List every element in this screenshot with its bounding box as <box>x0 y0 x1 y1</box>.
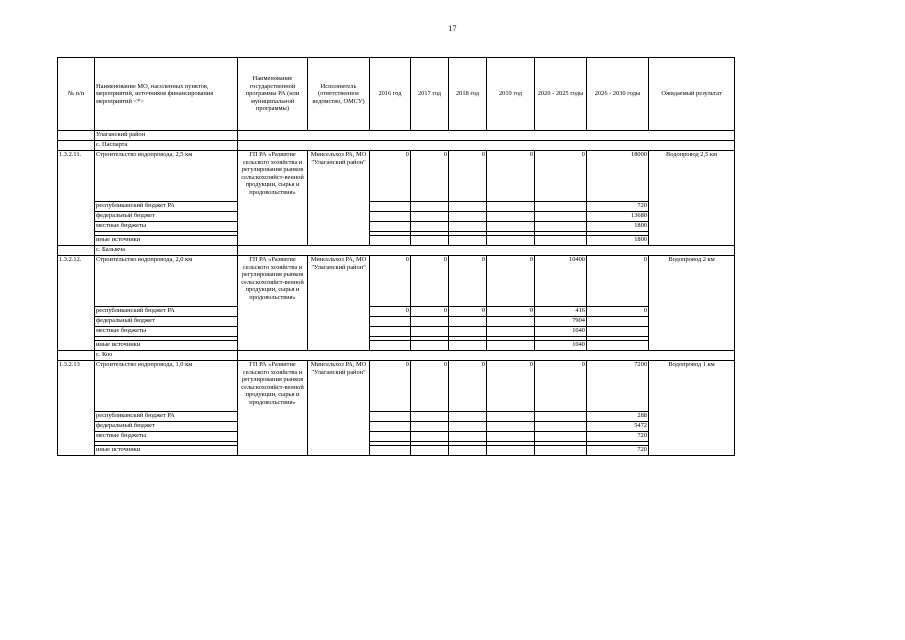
district-row <box>58 131 735 141</box>
item-number: 1.3.2.13 <box>58 361 95 456</box>
funding-value <box>411 327 449 337</box>
funding-row <box>58 341 735 351</box>
header-executor: Исполнитель (ответственное ведомство, ОМСУ) <box>308 58 370 131</box>
item-row <box>58 151 735 202</box>
funding-source: федеральный бюджет <box>95 212 238 222</box>
village-row <box>58 246 735 256</box>
funding-value <box>449 202 487 212</box>
funding-value <box>411 236 449 246</box>
funding-value <box>449 341 487 351</box>
funding-value: 13680 <box>587 212 649 222</box>
funding-row <box>58 236 735 246</box>
value-cell: 0 <box>449 151 487 202</box>
funding-value: 0 <box>411 307 449 317</box>
funding-value <box>487 432 535 442</box>
funding-row <box>58 422 735 432</box>
expected-result: Водопровод 2 км <box>649 256 735 351</box>
funding-value: 720 <box>587 202 649 212</box>
funding-source: республиканский бюджет РА <box>95 307 238 317</box>
funding-value <box>411 317 449 327</box>
expected-result: Водопровод 2,5 км <box>649 151 735 246</box>
funding-value <box>411 432 449 442</box>
page-number: 17 <box>448 24 457 33</box>
funding-value <box>449 317 487 327</box>
funding-source: республиканский бюджет РА <box>95 202 238 212</box>
funding-value <box>535 412 587 422</box>
item-name: Строительство водопровода, 1,0 км <box>95 361 238 412</box>
value-cell: 0 <box>535 361 587 412</box>
header-2026-2030: 2026 - 2030 годы <box>587 58 649 131</box>
funding-value <box>487 446 535 456</box>
funding-value <box>487 412 535 422</box>
village-name: с. Коо <box>95 351 238 361</box>
funding-source: иные источники <box>95 341 238 351</box>
header-2020-2025: 2020 - 2025 годы <box>535 58 587 131</box>
header-program: Наименование государственной программы РА (или муниципальной программы) <box>238 58 308 131</box>
value-cell: 0 <box>411 361 449 412</box>
funding-source: федеральный бюджет <box>95 317 238 327</box>
funding-value <box>370 212 411 222</box>
funding-value <box>370 432 411 442</box>
value-cell: 0 <box>487 151 535 202</box>
district-name: Улаганский район <box>95 131 238 141</box>
value-cell: 0 <box>449 256 487 307</box>
value-cell: 0 <box>449 361 487 412</box>
village-name: с. Балыкча <box>95 246 238 256</box>
funding-value <box>449 412 487 422</box>
funding-row <box>58 317 735 327</box>
funding-value <box>535 422 587 432</box>
funding-value <box>411 222 449 232</box>
header-num: № п/п <box>58 58 95 131</box>
funding-value <box>535 236 587 246</box>
funding-value <box>449 212 487 222</box>
funding-value: 1800 <box>587 236 649 246</box>
header-2017: 2017 год <box>411 58 449 131</box>
village-name: с. Паспарта <box>95 141 238 151</box>
funding-value: 720 <box>587 432 649 442</box>
funding-value: 0 <box>487 307 535 317</box>
funding-value <box>487 317 535 327</box>
program-name: ГП РА «Развитие сельского хозяйства и регулирования рынков сельскохозяйст-венной продукции, сырья и продовольствия» <box>238 361 308 456</box>
funding-value <box>449 222 487 232</box>
funding-value <box>411 341 449 351</box>
funding-value: 7904 <box>535 317 587 327</box>
funding-value <box>411 202 449 212</box>
funding-value <box>487 422 535 432</box>
funding-source: иные источники <box>95 446 238 456</box>
funding-row <box>58 412 735 422</box>
header-2019: 2019 год <box>487 58 535 131</box>
header-row <box>58 58 735 131</box>
funding-value: 5472 <box>587 422 649 432</box>
funding-value: 1040 <box>535 341 587 351</box>
funding-value: 288 <box>587 412 649 422</box>
funding-row <box>58 432 735 442</box>
value-cell: 10400 <box>535 256 587 307</box>
executor-name: Минсельхоз РА, МО "Улаганский район" <box>308 256 370 351</box>
funding-value <box>449 446 487 456</box>
item-number: 1.3.2.12. <box>58 256 95 351</box>
empty-cell <box>238 141 735 151</box>
empty-cell <box>58 246 95 256</box>
funding-value <box>535 212 587 222</box>
value-cell: 0 <box>487 361 535 412</box>
funding-value <box>487 341 535 351</box>
funding-row <box>58 202 735 212</box>
funding-row <box>58 307 735 317</box>
funding-value: 1800 <box>587 222 649 232</box>
funding-value <box>449 327 487 337</box>
header-2018: 2018 год <box>449 58 487 131</box>
investment-table <box>57 57 735 456</box>
funding-value <box>449 432 487 442</box>
funding-value <box>487 327 535 337</box>
funding-value: 0 <box>449 307 487 317</box>
funding-row <box>58 446 735 456</box>
value-cell: 0 <box>370 256 411 307</box>
funding-value <box>370 422 411 432</box>
funding-value <box>370 341 411 351</box>
funding-value: 0 <box>370 307 411 317</box>
funding-value <box>587 327 649 337</box>
program-name: ГП РА «Развитие сельского хозяйства и регулирования рынков сельскохозяйст-венной продукции, сырья и продовольствия» <box>238 151 308 246</box>
funding-value <box>370 412 411 422</box>
funding-value <box>370 236 411 246</box>
header-2016: 2016 год <box>370 58 411 131</box>
value-cell: 0 <box>370 361 411 412</box>
funding-source: местные бюджеты <box>95 222 238 232</box>
funding-value: 0 <box>587 307 649 317</box>
funding-value: 416 <box>535 307 587 317</box>
funding-value <box>411 422 449 432</box>
funding-value <box>535 222 587 232</box>
header-name: Наименование МО, населенных пунктов, мероприятий, источников финансирования мероприятий <*> <box>95 58 238 131</box>
funding-value <box>487 222 535 232</box>
funding-row <box>58 212 735 222</box>
item-name: Строительство водопровода, 2,0 км <box>95 256 238 307</box>
empty-cell <box>58 141 95 151</box>
funding-value <box>370 202 411 212</box>
funding-source: местные бюджеты <box>95 432 238 442</box>
funding-value <box>370 317 411 327</box>
funding-value <box>411 212 449 222</box>
funding-value <box>535 202 587 212</box>
funding-value <box>411 446 449 456</box>
item-row <box>58 361 735 412</box>
funding-value <box>449 422 487 432</box>
funding-value <box>487 212 535 222</box>
funding-value <box>587 341 649 351</box>
funding-value <box>487 202 535 212</box>
funding-value <box>535 446 587 456</box>
funding-source: республиканский бюджет РА <box>95 412 238 422</box>
funding-source: федеральный бюджет <box>95 422 238 432</box>
item-number: 1.3.2.11. <box>58 151 95 246</box>
funding-value <box>535 432 587 442</box>
funding-row <box>58 327 735 337</box>
program-name: ГП РА «Развитие сельского хозяйства и регулирования рынков сельскохозяйст-венной продукции, сырья и продовольствия» <box>238 256 308 351</box>
value-cell: 0 <box>535 151 587 202</box>
funding-value <box>370 222 411 232</box>
funding-value <box>370 327 411 337</box>
value-cell: 0 <box>487 256 535 307</box>
funding-value <box>449 236 487 246</box>
item-row <box>58 256 735 307</box>
village-row <box>58 141 735 151</box>
executor-name: Минсельхоз РА, МО "Улаганский район" <box>308 151 370 246</box>
funding-value <box>587 317 649 327</box>
funding-value <box>487 236 535 246</box>
value-cell: 0 <box>587 256 649 307</box>
village-row <box>58 351 735 361</box>
empty-cell <box>238 351 735 361</box>
funding-source: иные источники <box>95 236 238 246</box>
funding-value <box>411 412 449 422</box>
funding-row <box>58 222 735 232</box>
value-cell: 0 <box>370 151 411 202</box>
funding-value: 720 <box>587 446 649 456</box>
funding-value: 1040 <box>535 327 587 337</box>
expected-result: Водопровод 1 км <box>649 361 735 456</box>
header-result: Ожидаемый результат <box>649 58 735 131</box>
value-cell: 0 <box>411 151 449 202</box>
item-name: Строительство водопровода, 2,5 км <box>95 151 238 202</box>
executor-name: Минсельхоз РА, МО "Улаганский район" <box>308 361 370 456</box>
empty-cell <box>58 351 95 361</box>
funding-value <box>370 446 411 456</box>
empty-cell <box>238 246 735 256</box>
value-cell: 0 <box>411 256 449 307</box>
value-cell: 18000 <box>587 151 649 202</box>
value-cell: 7200 <box>587 361 649 412</box>
funding-source: местные бюджеты <box>95 327 238 337</box>
